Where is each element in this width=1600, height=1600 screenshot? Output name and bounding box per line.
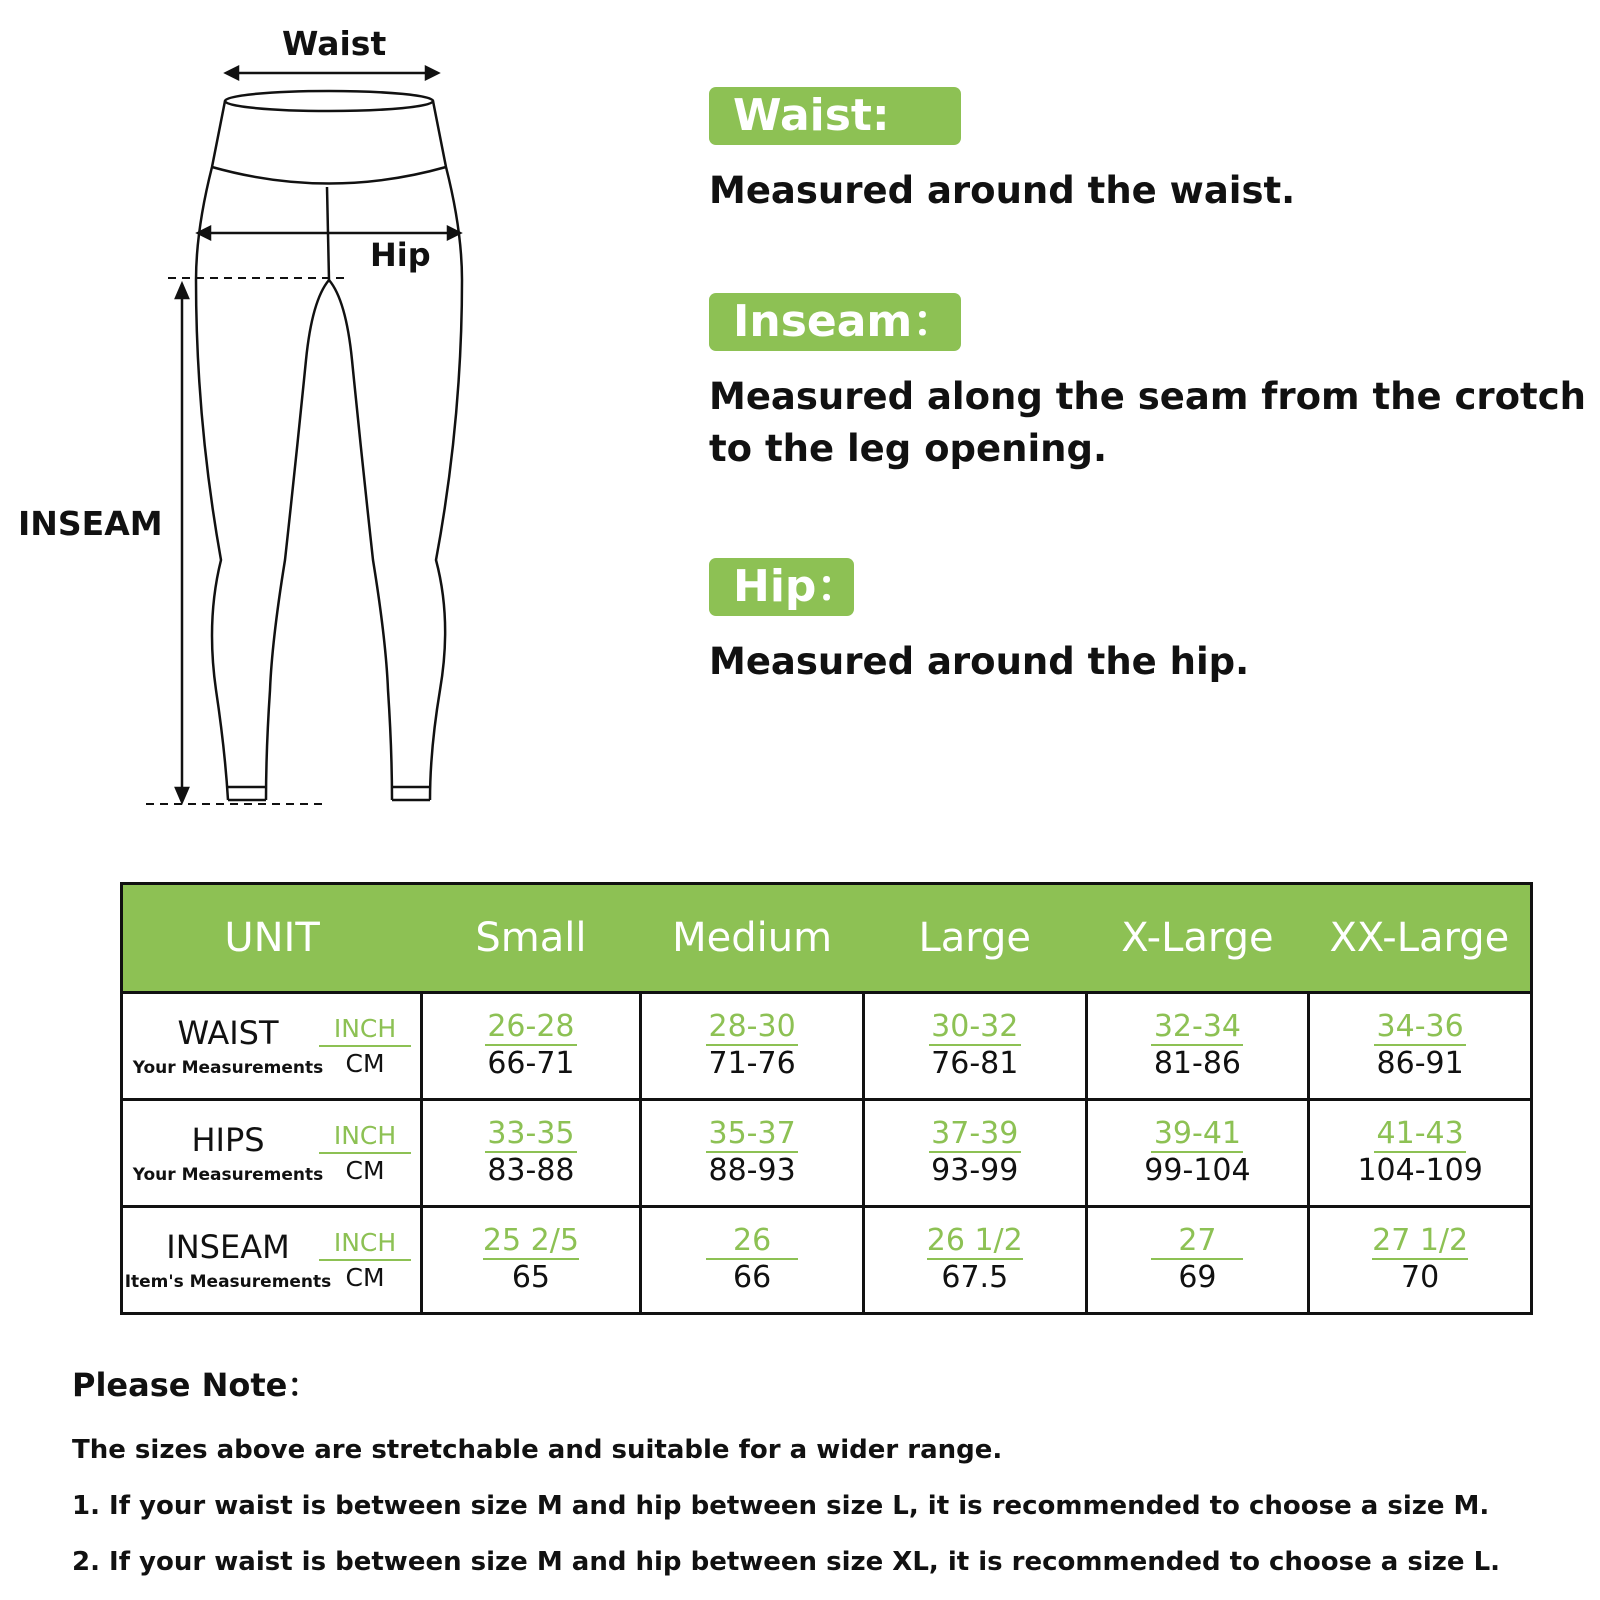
cm-value: 69 [1178, 1260, 1217, 1295]
row-name: HIPS [191, 1121, 265, 1159]
row-name: INSEAM [166, 1228, 290, 1266]
note-title: Please Note： [72, 1366, 320, 1404]
table-row-hips [122, 1100, 1532, 1207]
table-cell [1309, 993, 1532, 1100]
unit-inch-label: INCH [319, 1121, 411, 1154]
header-x-large: X-Large [1086, 884, 1309, 993]
inch-value: 32-34 [1151, 1010, 1243, 1046]
inch-value: 25 2/5 [482, 1223, 579, 1258]
hip-term-badge: Hip： [709, 558, 854, 616]
unit-cm-label: CM [345, 1263, 385, 1292]
table-cell [863, 1207, 1086, 1314]
hip-definition [709, 558, 1249, 688]
header-xx-large: XX-Large [1309, 884, 1532, 993]
inch-value: 26-28 [485, 1010, 577, 1046]
inch-value: 30-32 [929, 1010, 1021, 1046]
size-chart-table [120, 882, 1533, 1315]
inch-value: 26 [706, 1224, 798, 1260]
waist-definition [709, 87, 1295, 217]
table-row-inseam [122, 1207, 1532, 1314]
table-cell [1086, 1100, 1309, 1207]
inch-value: 28-30 [706, 1010, 798, 1046]
table-row-waist [122, 993, 1532, 1100]
note-line: The sizes above are stretchable and suitable for a wider range. [72, 1435, 1003, 1465]
table-cell [863, 1100, 1086, 1207]
unit-inch-label: INCH [319, 1228, 411, 1261]
cm-value: 71-76 [708, 1046, 796, 1081]
inseam-diagram-label: INSEAM [18, 504, 163, 543]
unit-cm-label: CM [345, 1049, 385, 1078]
please-note-section [72, 1360, 1500, 1590]
unit-cm-label: CM [345, 1156, 385, 1185]
cm-value: 104-109 [1357, 1153, 1483, 1188]
table-cell [421, 1100, 641, 1207]
inch-value: 37-39 [929, 1117, 1021, 1153]
table-cell [421, 1207, 641, 1314]
table-cell [641, 1100, 864, 1207]
waist-term-badge: Waist: [709, 87, 961, 145]
inch-value: 27 1/2 [1372, 1223, 1469, 1258]
row-subtitle: Your Measurements [132, 1165, 324, 1185]
header-large: Large [863, 884, 1086, 993]
inch-value: 39-41 [1151, 1117, 1243, 1153]
cm-value: 66 [732, 1260, 772, 1295]
table-cell [1309, 1100, 1532, 1207]
cm-value: 67.5 [941, 1260, 1009, 1295]
table-cell [641, 1207, 864, 1314]
cm-value: 81-86 [1153, 1046, 1242, 1081]
inch-value: 41-43 [1374, 1117, 1466, 1153]
header-small: Small [421, 884, 641, 993]
cm-value: 93-99 [931, 1153, 1019, 1188]
table-header-row [122, 884, 1532, 993]
cm-value: 88-93 [708, 1153, 796, 1188]
header-medium: Medium [641, 884, 864, 993]
cm-value: 83-88 [487, 1153, 575, 1188]
row-subtitle: Your Measurements [132, 1058, 324, 1078]
cm-value: 70 [1401, 1260, 1440, 1295]
table-cell [863, 993, 1086, 1100]
table-cell [1086, 1207, 1309, 1314]
table-cell [1086, 993, 1309, 1100]
cm-value: 66-71 [487, 1046, 575, 1081]
row-head-cell [122, 1100, 422, 1207]
cm-value: 65 [511, 1260, 551, 1295]
inch-value: 27 [1151, 1224, 1243, 1260]
inch-value: 34-36 [1374, 1010, 1466, 1046]
leggings-outline-icon [0, 0, 640, 830]
note-line: 2. If your waist is between size M and hip between size XL, it is recommended to choose a size L. [72, 1547, 1501, 1577]
unit-inch-label: INCH [319, 1014, 411, 1047]
waist-description: Measured around the waist. [709, 169, 1296, 212]
row-subtitle: Item's Measurements [124, 1272, 332, 1292]
row-head-cell [122, 993, 422, 1100]
inch-value: 35-37 [706, 1117, 798, 1153]
cm-value: 86-91 [1376, 1046, 1464, 1081]
inseam-definition [709, 293, 1586, 475]
hip-diagram-label: Hip [370, 236, 431, 274]
leggings-diagram [0, 0, 640, 830]
table-cell [1309, 1207, 1532, 1314]
header-unit: UNIT [122, 884, 422, 993]
row-head-cell [122, 1207, 422, 1314]
inseam-term-badge: Inseam： [709, 293, 961, 351]
inseam-description-line: to the leg opening. [709, 427, 1108, 470]
cm-value: 99-104 [1144, 1153, 1251, 1188]
inch-value: 33-35 [485, 1117, 577, 1153]
row-name: WAIST [177, 1014, 279, 1052]
table-cell [421, 993, 641, 1100]
inseam-description [709, 371, 1586, 475]
note-line: 1. If your waist is between size M and hip between size L, it is recommended to choose a size M. [72, 1491, 1490, 1521]
waist-diagram-label: Waist [282, 24, 387, 63]
inch-value: 26 1/2 [926, 1223, 1023, 1258]
table-cell [641, 993, 864, 1100]
hip-description: Measured around the hip. [709, 640, 1250, 683]
cm-value: 76-81 [931, 1046, 1019, 1081]
inseam-description-line: Measured along the seam from the crotch [709, 375, 1587, 418]
